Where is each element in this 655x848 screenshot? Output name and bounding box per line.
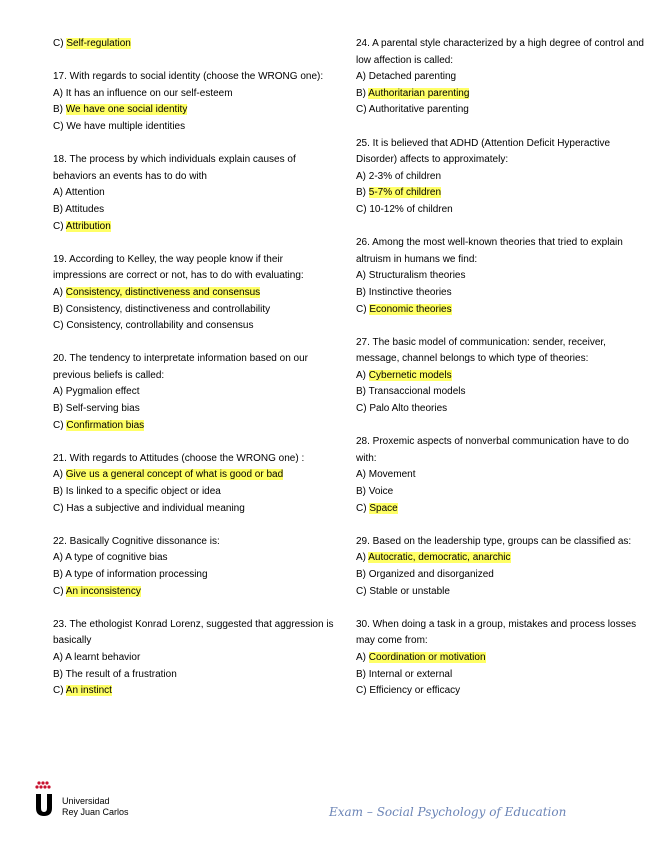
- question-stem: 25. It is believed that ADHD (Attention Deficit Hyperactive Disorder) affects to approximately:: [356, 137, 611, 166]
- option-letter: C): [356, 585, 370, 597]
- option-letter: B): [356, 668, 369, 680]
- answer-option: [53, 185, 338, 202]
- answer-option: [53, 683, 338, 700]
- option-text: Organized and disorganized: [368, 569, 494, 580]
- answer-option: [356, 86, 646, 103]
- university-name-line2: Rey Juan Carlos: [62, 807, 129, 817]
- highlighted-answer: Attribution: [65, 220, 111, 232]
- option-letter: C): [53, 320, 67, 332]
- question-stem: 19. According to Kelley, the way people know if their impressions are correct or not, has to do with evaluating:: [53, 253, 304, 282]
- option-letter: A): [356, 170, 369, 182]
- university-name: [62, 796, 129, 818]
- question-block: [53, 617, 338, 700]
- highlighted-answer: Cybernetic models: [368, 369, 452, 381]
- highlighted-answer: An instinct: [65, 685, 112, 697]
- highlighted-answer: An inconsistency: [65, 585, 141, 597]
- highlighted-answer: Autocratic, democratic, anarchic: [368, 552, 511, 564]
- question-stem: 22. Basically Cognitive dissonance is:: [53, 535, 220, 547]
- option-letter: B): [53, 303, 66, 315]
- option-letter: B): [356, 286, 369, 298]
- option-text: A type of information processing: [65, 569, 208, 580]
- answer-option: [53, 584, 338, 601]
- highlighted-answer: Consistency, distinctiveness and consensus: [65, 286, 261, 298]
- option-letter: A): [53, 386, 66, 398]
- question-block: [356, 617, 646, 700]
- question-block: [53, 534, 338, 600]
- option-letter: A): [356, 270, 369, 282]
- answer-option: [356, 584, 646, 601]
- right-question-column: [356, 36, 646, 716]
- answer-option: [53, 401, 338, 418]
- option-text: Transaccional models: [368, 386, 466, 398]
- option-text: Consistency, distinctiveness and controllability: [65, 303, 271, 315]
- answer-option: [53, 667, 338, 684]
- option-letter: C): [356, 203, 370, 215]
- option-text: The result of a frustration: [65, 668, 177, 680]
- option-letter: A): [53, 187, 66, 199]
- option-letter: C): [53, 502, 67, 514]
- question-block: [53, 252, 338, 335]
- highlighted-answer: Give us a general concept of what is good or bad: [65, 469, 284, 481]
- question-block: [53, 351, 338, 434]
- option-text: Pygmalion effect: [65, 386, 140, 398]
- option-text: Structuralism theories: [368, 270, 466, 282]
- option-text: Palo Alto theories: [369, 403, 448, 415]
- option-letter: B): [53, 569, 66, 580]
- answer-option: [356, 202, 646, 219]
- option-letter: B): [356, 486, 369, 498]
- option-letter: A): [53, 552, 66, 564]
- answer-option: [53, 384, 338, 401]
- answer-option: [53, 119, 338, 136]
- question-block: [53, 69, 338, 135]
- answer-option: [53, 650, 338, 667]
- option-text: 10-12% of children: [369, 203, 453, 215]
- option-letter: B): [356, 386, 369, 398]
- option-text: We have multiple identities: [66, 120, 186, 132]
- answer-option: [356, 467, 646, 484]
- option-text: Instinctive theories: [368, 286, 452, 298]
- answer-option: [356, 384, 646, 401]
- option-letter: B): [53, 203, 66, 215]
- option-text: Is linked to a specific object or idea: [65, 486, 221, 498]
- answer-option: [53, 285, 338, 302]
- question-stem: 18. The process by which individuals explain causes of behaviors an events has to do with: [53, 154, 296, 182]
- answer-option: [53, 102, 338, 119]
- answer-option: [356, 401, 646, 418]
- answer-option: [356, 501, 646, 518]
- question-stem: 27. The basic model of communication: sender, receiver, message, channel belongs to which type of theories:: [356, 336, 606, 365]
- option-text: Internal or external: [368, 668, 453, 680]
- option-letter: C): [53, 419, 67, 431]
- highlighted-answer: 5-7% of children: [368, 187, 442, 199]
- option-text: Consistency, controllability and consensus: [66, 320, 254, 332]
- answer-option: [356, 102, 646, 119]
- option-letter: B): [356, 87, 369, 99]
- option-text: Authoritative parenting: [368, 104, 469, 116]
- answer-option: [53, 219, 338, 236]
- answer-option: [53, 484, 338, 501]
- highlighted-answer: Coordination or motivation: [368, 651, 486, 663]
- answer-option: [53, 467, 338, 484]
- question-block: [356, 335, 646, 418]
- option-letter: A): [356, 369, 369, 381]
- option-text: Attention: [65, 187, 105, 199]
- answer-option: [53, 36, 338, 53]
- option-text: A type of cognitive bias: [65, 552, 168, 564]
- question-block: [356, 36, 646, 119]
- answer-option: [356, 169, 646, 186]
- option-letter: C): [356, 403, 370, 415]
- option-text: A learnt behavior: [65, 651, 141, 663]
- answer-option: [356, 484, 646, 501]
- answer-option: [53, 202, 338, 219]
- option-letter: C): [356, 303, 370, 315]
- answer-option: [53, 302, 338, 319]
- answer-option: [356, 368, 646, 385]
- option-letter: A): [53, 286, 66, 298]
- highlighted-answer: Self-regulation: [66, 38, 131, 49]
- option-letter: C): [53, 120, 67, 132]
- answer-option: [53, 86, 338, 103]
- option-letter: A): [356, 71, 369, 83]
- option-letter: A): [53, 469, 66, 481]
- option-text: Efficiency or efficacy: [369, 685, 461, 697]
- question-stem: 17. With regards to social identity (choose the WRONG one):: [53, 71, 324, 83]
- option-letter: C): [356, 104, 369, 116]
- option-letter: B): [356, 569, 369, 580]
- answer-option: [356, 567, 646, 584]
- question-stem: 30. When doing a task in a group, mistakes and process losses may come from:: [356, 618, 637, 647]
- option-text: Detached parenting: [368, 71, 457, 83]
- highlighted-answer: Authoritarian parenting: [368, 87, 470, 99]
- question-stem: 26. Among the most well-known theories that tried to explain altruism in humans we find:: [356, 237, 623, 265]
- option-letter: C): [53, 585, 66, 597]
- option-letter: A): [53, 87, 66, 99]
- question-stem: 23. The ethologist Konrad Lorenz, suggested that aggression is basically: [53, 618, 334, 647]
- highlighted-answer: Economic theories: [369, 303, 452, 315]
- option-letter: A): [356, 552, 369, 564]
- university-name-line1: Universidad: [62, 796, 110, 806]
- answer-option: [53, 550, 338, 567]
- answer-option: [356, 302, 646, 319]
- option-letter: B): [53, 104, 66, 116]
- answer-option: [356, 69, 646, 86]
- option-letter: C): [53, 685, 66, 697]
- answer-option: [356, 268, 646, 285]
- option-letter: B): [53, 403, 66, 415]
- question-block: [53, 451, 338, 517]
- question-stem: 24. A parental style characterized by a high degree of control and low affection is called:: [356, 38, 644, 66]
- exam-footer-title: Exam – Social Psychology of Education: [329, 805, 567, 819]
- question-block: [356, 534, 646, 600]
- answer-option: [356, 683, 646, 700]
- highlighted-answer: Space: [369, 502, 398, 514]
- question-stem: 28. Proxemic aspects of nonverbal communication have to do with:: [356, 436, 629, 464]
- option-letter: C): [53, 38, 67, 49]
- answer-option: [356, 667, 646, 684]
- question-block: [53, 152, 338, 235]
- answer-option: [53, 567, 338, 584]
- option-text: Attitudes: [65, 203, 105, 215]
- option-letter: A): [356, 469, 369, 481]
- question-block: [356, 235, 646, 318]
- question-block: [53, 36, 338, 53]
- answer-option: [53, 318, 338, 335]
- option-text: Stable or unstable: [369, 585, 450, 597]
- highlighted-answer: Confirmation bias: [66, 419, 145, 431]
- option-letter: C): [356, 502, 370, 514]
- answer-option: [356, 550, 646, 567]
- option-text: Self-serving bias: [65, 403, 140, 415]
- option-text: It has an influence on our self-esteem: [65, 87, 233, 99]
- option-text: Voice: [368, 486, 394, 498]
- option-letter: B): [53, 668, 66, 680]
- option-text: Movement: [368, 469, 416, 481]
- answer-option: [356, 285, 646, 302]
- option-letter: A): [356, 651, 369, 663]
- answer-option: [53, 501, 338, 518]
- option-letter: C): [356, 685, 370, 697]
- question-stem: 21. With regards to Attitudes (choose the WRONG one) :: [53, 452, 305, 464]
- answer-option: [53, 418, 338, 435]
- option-letter: B): [356, 187, 369, 199]
- option-text: Has a subjective and individual meaning: [66, 502, 245, 514]
- question-stem: 29. Based on the leadership type, groups can be classified as:: [356, 535, 632, 547]
- left-question-column: [53, 36, 338, 716]
- answer-option: [356, 650, 646, 667]
- option-letter: C): [53, 220, 66, 232]
- question-block: [356, 136, 646, 219]
- option-text: 2-3% of children: [368, 170, 442, 182]
- option-letter: B): [53, 486, 66, 498]
- question-block: [356, 434, 646, 517]
- option-letter: A): [53, 651, 66, 663]
- highlighted-answer: We have one social identity: [65, 104, 188, 116]
- question-stem: 20. The tendency to interpretate information based on our previous beliefs is called:: [53, 353, 308, 381]
- answer-option: [356, 185, 646, 202]
